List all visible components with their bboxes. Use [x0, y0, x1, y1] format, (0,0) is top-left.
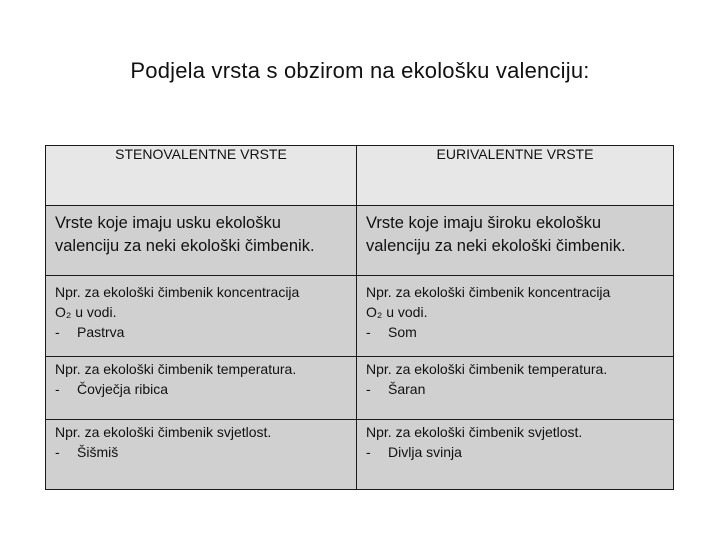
valency-table — [45, 145, 674, 490]
table-row-example-temperature — [46, 357, 674, 420]
species-name: Divlja svinja — [388, 444, 462, 460]
dash-marker: - — [55, 324, 60, 340]
species-name: Pastrva — [77, 324, 125, 340]
dash-marker: - — [366, 324, 371, 340]
example-text: Npr. za ekološki čimbenik temperatura. — [366, 361, 608, 377]
dash-marker: - — [55, 381, 60, 397]
cell-eurivalent-example — [357, 357, 674, 420]
species-name: Som — [388, 324, 417, 340]
example-text: Npr. za ekološki čimbenik koncentracija — [55, 284, 300, 300]
example-text: Npr. za ekološki čimbenik koncentracija — [366, 284, 611, 300]
description-line: Vrste koje imaju usku ekološku — [55, 214, 281, 232]
description-line: Vrste koje imaju široku ekološku — [366, 214, 602, 232]
description-line: valenciju za neki ekološki čimbenik. — [55, 237, 315, 255]
page-title: Podjela vrsta s obzirom na ekološku valenciju: — [130, 58, 590, 83]
cell-stenovalent-example — [46, 357, 357, 420]
example-species — [55, 379, 348, 399]
dash-marker: - — [55, 444, 60, 460]
table-row-description — [46, 206, 674, 276]
cell-stenovalent-example — [46, 276, 357, 357]
header-eurivalent: EURIVALENTNE VRSTE — [357, 146, 674, 206]
example-text: O₂ u vodi. — [366, 304, 428, 320]
cell-eurivalent-description — [357, 206, 674, 276]
header-stenovalent: STENOVALENTNE VRSTE — [46, 146, 357, 206]
species-name: Čovječja ribica — [77, 381, 169, 397]
example-species — [55, 442, 348, 462]
description-line: valenciju za neki ekološki čimbenik. — [366, 237, 626, 255]
example-species — [366, 379, 665, 399]
example-species — [366, 322, 665, 342]
species-name: Šaran — [388, 381, 426, 397]
dash-marker: - — [366, 444, 371, 460]
example-text: Npr. za ekološki čimbenik temperatura. — [55, 361, 297, 377]
cell-eurivalent-example — [357, 420, 674, 490]
dash-marker: - — [366, 381, 371, 397]
cell-stenovalent-description — [46, 206, 357, 276]
cell-stenovalent-example — [46, 420, 357, 490]
example-text: Npr. za ekološki čimbenik svjetlost. — [55, 424, 272, 440]
example-species — [55, 322, 348, 342]
table-header-row — [46, 146, 674, 206]
example-text: O₂ u vodi. — [55, 304, 117, 320]
table-row-example-oxygen — [46, 276, 674, 357]
species-name: Šišmiš — [77, 444, 119, 460]
cell-eurivalent-example — [357, 276, 674, 357]
example-text: Npr. za ekološki čimbenik svjetlost. — [366, 424, 583, 440]
example-species — [366, 442, 665, 462]
table-row-example-light — [46, 420, 674, 490]
